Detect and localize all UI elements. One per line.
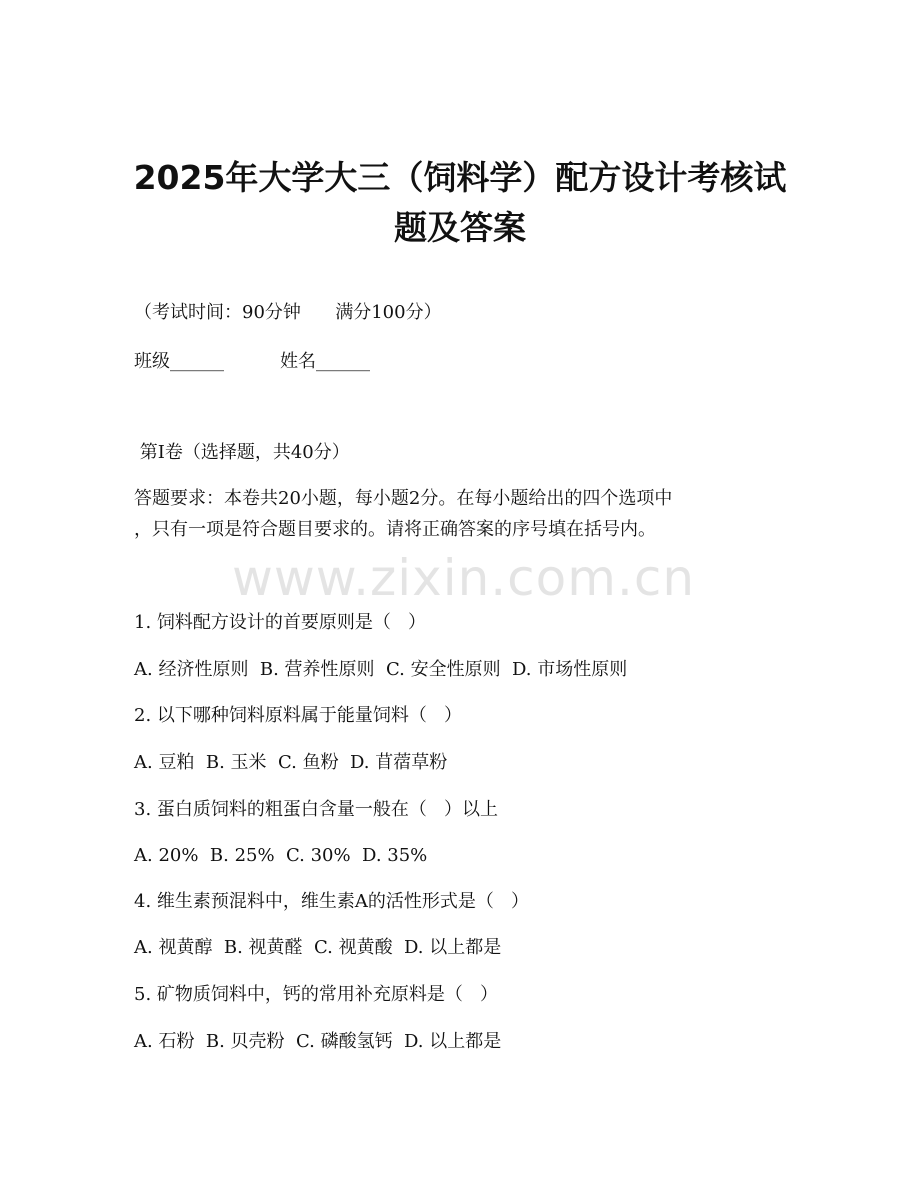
question-1-options: A. 经济性原则 B. 营养性原则 C. 安全性原则 D. 市场性原则 [134,659,628,680]
question-1-stem: 1. 饲料配方设计的首要原则是（ ） [134,612,427,633]
instructions-line1: 答题要求：本卷共20小题，每小题2分。在每小题给出的四个选项中 [134,488,673,509]
class-field: 班级______ [134,351,224,372]
exam-info: （考试时间：90分钟 满分100分） [134,302,442,323]
question-2-stem: 2. 以下哪种饲料原料属于能量饲料（ ） [134,705,463,726]
document-title-line2: 题及答案 [394,208,526,247]
section-heading: 第Ⅰ卷（选择题，共40分） [134,442,350,463]
question-3-options: A. 20% B. 25% C. 30% D. 35% [134,845,428,866]
watermark: www.zixin.com.cn [232,549,696,607]
instructions-line2: ，只有一项是符合题目要求的。请将正确答案的序号填在括号内。 [134,519,656,540]
question-3-stem: 3. 蛋白质饲料的粗蛋白含量一般在（ ）以上 [134,799,499,820]
question-4-options: A. 视黄醇 B. 视黄醛 C. 视黄酸 D. 以上都是 [134,937,502,958]
question-4-stem: 4. 维生素预混料中，维生素A的活性形式是（ ） [134,891,530,912]
question-5-stem: 5. 矿物质饲料中，钙的常用补充原料是（ ） [134,984,499,1005]
name-field: 姓名______ [280,351,370,372]
question-2-options: A. 豆粕 B. 玉米 C. 鱼粉 D. 苜蓿草粉 [134,752,448,773]
question-5-options: A. 石粉 B. 贝壳粉 C. 磷酸氢钙 D. 以上都是 [134,1031,502,1052]
student-info-row [134,349,370,375]
document-title-line1: 2025年大学大三（饲料学）配方设计考核试 [133,158,787,197]
